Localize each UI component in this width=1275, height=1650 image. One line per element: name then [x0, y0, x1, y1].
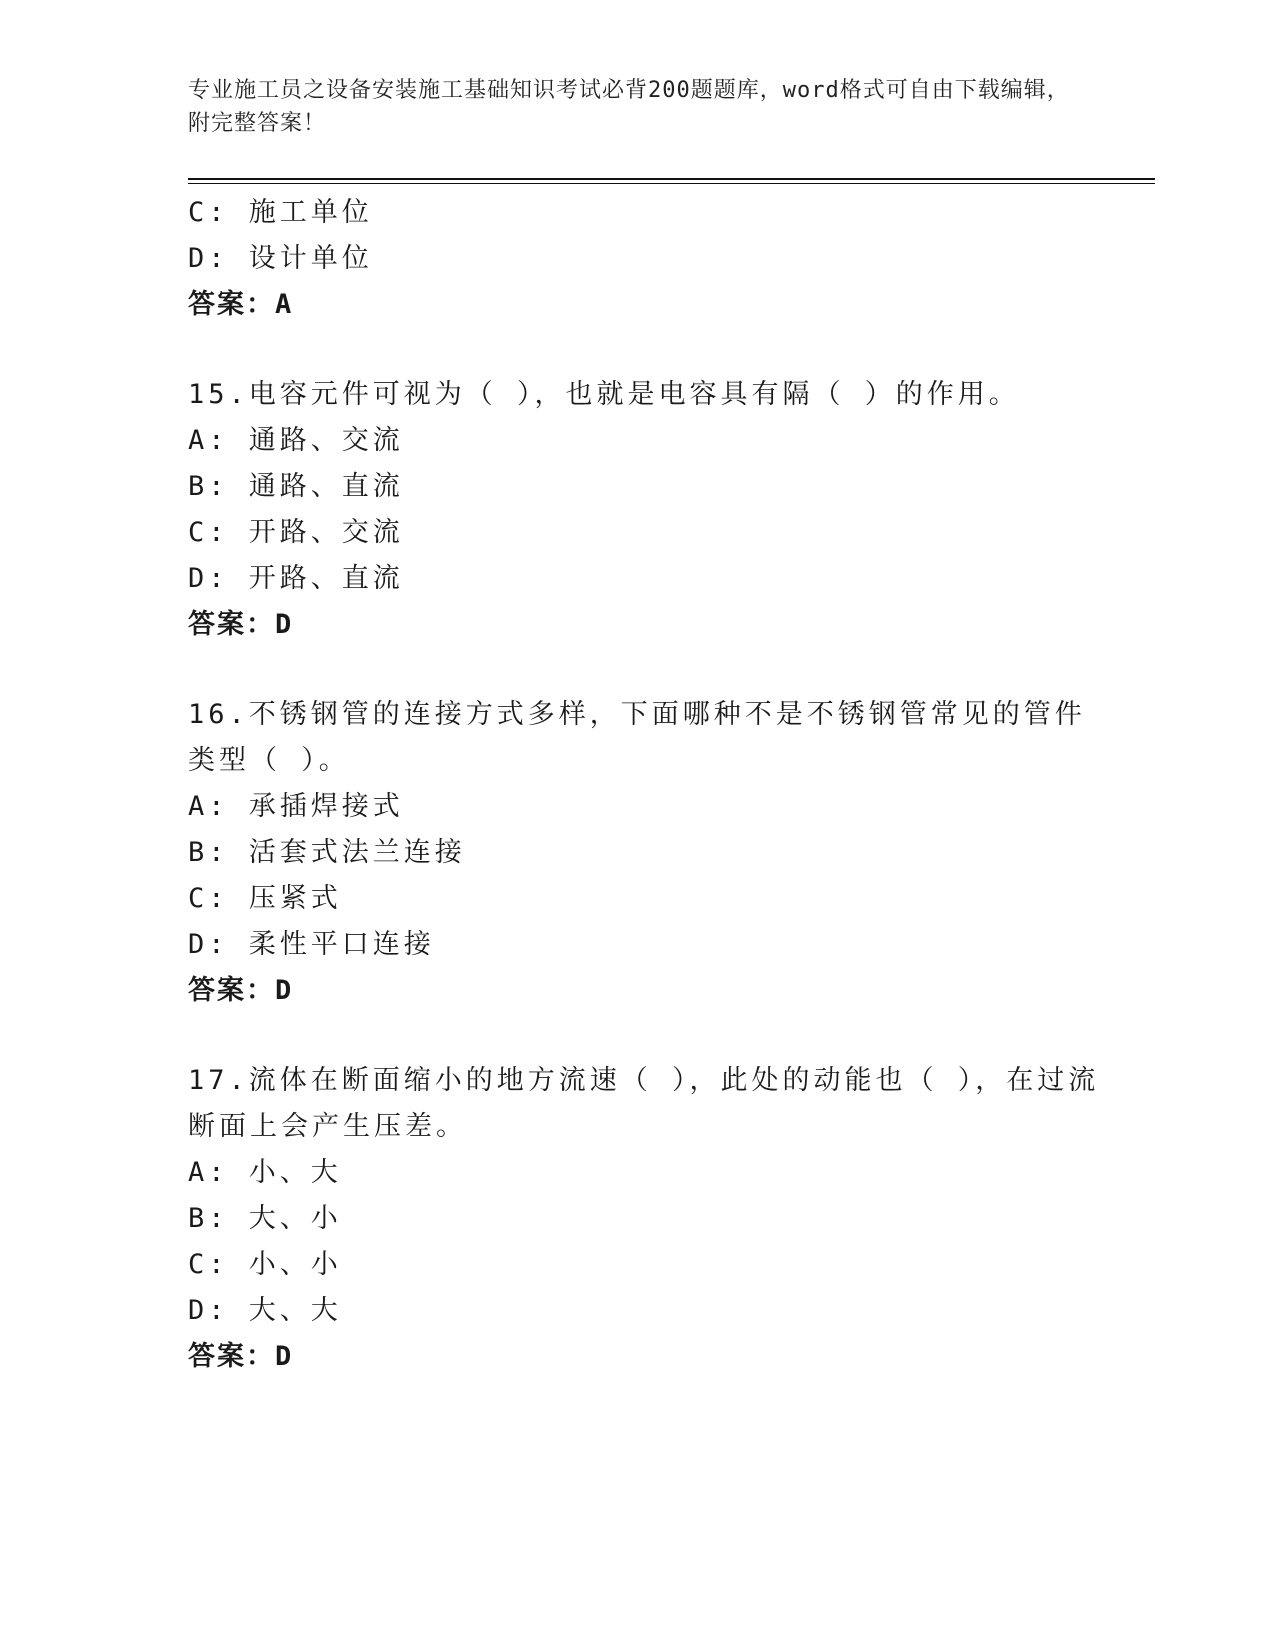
option-letter: D:	[188, 563, 229, 594]
option-text: 大、大	[248, 1295, 342, 1326]
answer-label: 答案：	[188, 289, 275, 320]
option-text: 通路、交流	[248, 425, 404, 456]
option-letter: C:	[188, 197, 229, 228]
answer-line	[188, 1334, 1108, 1380]
option-text: 开路、直流	[248, 563, 404, 594]
option-b	[188, 830, 1108, 876]
question-number: 15.	[188, 379, 249, 410]
answer-line	[188, 602, 1108, 648]
answer-value: D	[275, 975, 294, 1006]
option-b	[188, 464, 1108, 510]
question-16	[188, 692, 1108, 1014]
option-text: 承插焊接式	[248, 791, 404, 822]
prev-question-tail	[188, 190, 1108, 328]
option-letter: D:	[188, 929, 229, 960]
option-text: 施工单位	[248, 197, 373, 228]
option-d	[188, 236, 1108, 282]
option-text: 小、小	[248, 1249, 342, 1280]
option-c	[188, 876, 1108, 922]
option-d	[188, 922, 1108, 968]
question-17	[188, 1058, 1108, 1380]
option-text: 柔性平口连接	[248, 929, 435, 960]
question-stem	[188, 372, 1108, 418]
header-rule-thin	[188, 183, 1155, 184]
document-header: 专业施工员之设备安装施工基础知识考试必背200题题库，word格式可自由下载编辑，附完整答案！	[188, 78, 1070, 136]
answer-line	[188, 968, 1108, 1014]
option-letter: D:	[188, 243, 229, 274]
option-d	[188, 1288, 1108, 1334]
option-text: 设计单位	[248, 243, 373, 274]
option-letter: C:	[188, 1249, 229, 1280]
question-text: 流体在断面缩小的地方流速（ ），此处的动能也（ ），在过流断面上会产生压差。	[188, 1065, 1100, 1142]
answer-label: 答案：	[188, 1341, 275, 1372]
option-letter: B:	[188, 471, 229, 502]
option-c	[188, 510, 1108, 556]
question-stem	[188, 1058, 1108, 1150]
option-text: 开路、交流	[248, 517, 404, 548]
answer-value: A	[275, 289, 294, 320]
option-a	[188, 784, 1108, 830]
option-a	[188, 418, 1108, 464]
question-text: 电容元件可视为（ ），也就是电容具有隔（ ）的作用。	[248, 379, 1020, 410]
question-text: 不锈钢管的连接方式多样，下面哪种不是不锈钢管常见的管件类型（ ）。	[188, 699, 1086, 776]
option-letter: A:	[188, 425, 229, 456]
option-d	[188, 556, 1108, 602]
answer-label: 答案：	[188, 609, 275, 640]
option-a	[188, 1150, 1108, 1196]
option-b	[188, 1196, 1108, 1242]
option-c	[188, 190, 1108, 236]
question-15	[188, 372, 1108, 648]
header-rule-thick	[188, 178, 1155, 180]
option-letter: D:	[188, 1295, 229, 1326]
option-letter: C:	[188, 883, 229, 914]
option-text: 活套式法兰连接	[248, 837, 466, 868]
question-number: 16.	[188, 699, 249, 730]
answer-line	[188, 282, 1108, 328]
option-letter: B:	[188, 1203, 229, 1234]
option-letter: B:	[188, 837, 229, 868]
option-c	[188, 1242, 1108, 1288]
option-text: 小、大	[248, 1157, 342, 1188]
answer-value: D	[275, 1341, 294, 1372]
option-letter: A:	[188, 1157, 229, 1188]
question-number: 17.	[188, 1065, 249, 1096]
option-letter: A:	[188, 791, 229, 822]
option-text: 压紧式	[248, 883, 342, 914]
option-text: 通路、直流	[248, 471, 404, 502]
option-letter: C:	[188, 517, 229, 548]
answer-label: 答案：	[188, 975, 275, 1006]
question-stem	[188, 692, 1108, 784]
answer-value: D	[275, 609, 294, 640]
option-text: 大、小	[248, 1203, 342, 1234]
document-body	[188, 190, 1108, 1380]
